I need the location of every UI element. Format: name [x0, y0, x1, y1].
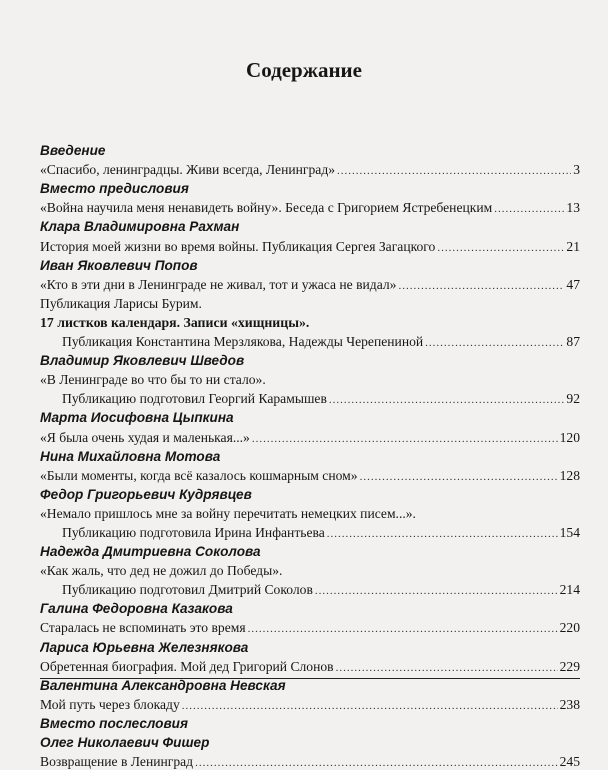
toc-author-heading	[40, 732, 580, 751]
toc-page-number: 128	[559, 467, 580, 483]
toc-page-number: 154	[559, 524, 580, 540]
toc-entry-line	[40, 503, 580, 522]
toc-entry-text: Публикацию подготовил Георгий Карамышев	[62, 391, 327, 407]
toc-entry	[40, 426, 580, 445]
dot-leader	[315, 584, 558, 598]
toc-entry-text: 17 листков календаря. Записи «хищницы».	[40, 314, 310, 330]
toc-page-number: 229	[559, 658, 580, 674]
toc-author-heading	[40, 216, 580, 235]
dot-leader	[398, 279, 564, 293]
toc-entry	[40, 579, 580, 598]
toc-entry	[40, 617, 580, 636]
toc-author-heading	[40, 255, 580, 274]
toc-author-heading	[40, 446, 580, 465]
toc-entry-text: Публикацию подготовил Дмитрий Соколов	[62, 582, 313, 598]
toc-entry-text: Вместо послесловия	[40, 715, 188, 731]
dot-leader	[327, 527, 558, 541]
toc-entry-text: Нина Михайловна Мотова	[40, 448, 221, 464]
toc-page-number: 47	[566, 276, 580, 292]
toc-entry-text: «Спасибо, ленинградцы. Живи всегда, Ленинград»	[40, 162, 336, 178]
toc-page-number: 92	[566, 391, 580, 407]
toc-entry	[40, 388, 580, 407]
toc-entry-text: Старалась не вспоминать это время	[40, 620, 246, 636]
toc-entry	[40, 694, 580, 713]
toc-entry-text: «Были моменты, когда всё казалось кошмарным сном»	[40, 467, 358, 483]
toc-author-heading	[40, 713, 580, 732]
toc-entry-text: «Я была очень худая и маленькая...»	[40, 429, 250, 445]
dot-leader	[437, 241, 564, 255]
dot-leader	[425, 336, 564, 350]
toc-entry-text: История моей жизни во время войны. Публикация Сергея Загацкого	[40, 238, 436, 254]
toc-entry-text: Публикация Ларисы Бурим.	[40, 295, 202, 311]
page-title: Содержание	[246, 58, 362, 82]
toc-entry	[40, 522, 580, 541]
dot-leader	[252, 432, 558, 446]
toc-entry	[40, 331, 580, 350]
toc-entry-text: Надежда Дмитриевна Соколова	[40, 544, 261, 560]
toc-entry-text: Возвращение в Ленинград	[40, 754, 194, 770]
dot-leader	[195, 756, 558, 770]
toc-entry-text: «Кто в эти дни в Ленинграде не живал, тот и ужаса не видал»	[40, 276, 397, 292]
toc-page-number: 245	[559, 754, 580, 770]
dot-leader	[248, 622, 558, 636]
toc-entry-text: Марта Иосифовна Цыпкина	[40, 410, 234, 426]
toc-entry-text: Вместо предисловия	[40, 181, 189, 197]
toc-author-heading	[40, 598, 580, 617]
toc-entry-text: Публикация Константина Мерзлякова, Надежды Черепениной	[62, 334, 424, 350]
toc-author-heading	[40, 178, 580, 197]
dot-leader	[337, 164, 571, 178]
toc-entry-line	[40, 293, 580, 312]
toc-entry	[40, 465, 580, 484]
toc-entry-text: Галина Федоровна Казакова	[40, 601, 233, 617]
toc-page-number: 3	[573, 162, 580, 178]
dot-leader	[494, 202, 564, 216]
toc-author-heading	[40, 140, 580, 159]
toc-entry-line	[40, 560, 580, 579]
toc-entry-text: «Как жаль, что дед не дожил до Победы».	[40, 563, 283, 579]
toc-page-number: 87	[566, 334, 580, 350]
dot-leader	[329, 393, 565, 407]
toc-entry	[40, 656, 580, 675]
toc-entry-text: «Война научила меня ненавидеть войну». Беседа с Григорием Ястребенецким	[40, 200, 493, 216]
toc-entry-text: Клара Владимировна Рахман	[40, 219, 240, 235]
toc-entry	[40, 159, 580, 178]
dot-leader	[336, 661, 558, 675]
toc-entry-text: Валентина Александровна Невская	[40, 677, 286, 693]
toc-page-number: 220	[559, 620, 580, 636]
toc-page-number: 13	[566, 200, 580, 216]
toc-entry-text: Введение	[40, 143, 106, 159]
toc-entry	[40, 197, 580, 216]
toc-page-number: 238	[559, 696, 580, 712]
toc-entry-text: Мой путь через блокаду	[40, 696, 180, 712]
toc-author-heading	[40, 407, 580, 426]
toc-entry	[40, 235, 580, 254]
toc-entry-text: Федор Григорьевич Кудрявцев	[40, 486, 252, 502]
toc-section-title	[40, 312, 580, 331]
toc-author-heading	[40, 636, 580, 655]
toc-entry-text: Лариса Юрьевна Железнякова	[40, 639, 249, 655]
toc-page-number: 120	[559, 429, 580, 445]
toc-entry	[40, 751, 580, 770]
toc-entry-text: «В Ленинграде во что бы то ни стало».	[40, 372, 266, 388]
toc-entry-text: Владимир Яковлевич Шведов	[40, 353, 245, 369]
toc-entry-text: Олег Николаевич Фишер	[40, 735, 210, 750]
table-of-contents	[40, 140, 580, 770]
toc-entry	[40, 274, 580, 293]
toc-author-heading	[40, 541, 580, 560]
toc-page-number: 214	[559, 582, 580, 598]
toc-author-heading	[40, 484, 580, 503]
toc-entry-text: Публикацию подготовила Ирина Инфантьева	[62, 524, 325, 540]
bottom-rule	[40, 678, 580, 679]
toc-entry-line	[40, 369, 580, 388]
toc-page-number: 21	[566, 238, 580, 254]
toc-entry-text: Обретенная биография. Мой дед Григорий Слонов	[40, 658, 334, 674]
toc-entry-text: Иван Яковлевич Попов	[40, 257, 198, 273]
dot-leader	[182, 699, 558, 713]
dot-leader	[360, 470, 558, 484]
toc-entry-text: «Немало пришлось мне за войну перечитать немецких писем...».	[40, 505, 416, 521]
toc-author-heading	[40, 350, 580, 369]
